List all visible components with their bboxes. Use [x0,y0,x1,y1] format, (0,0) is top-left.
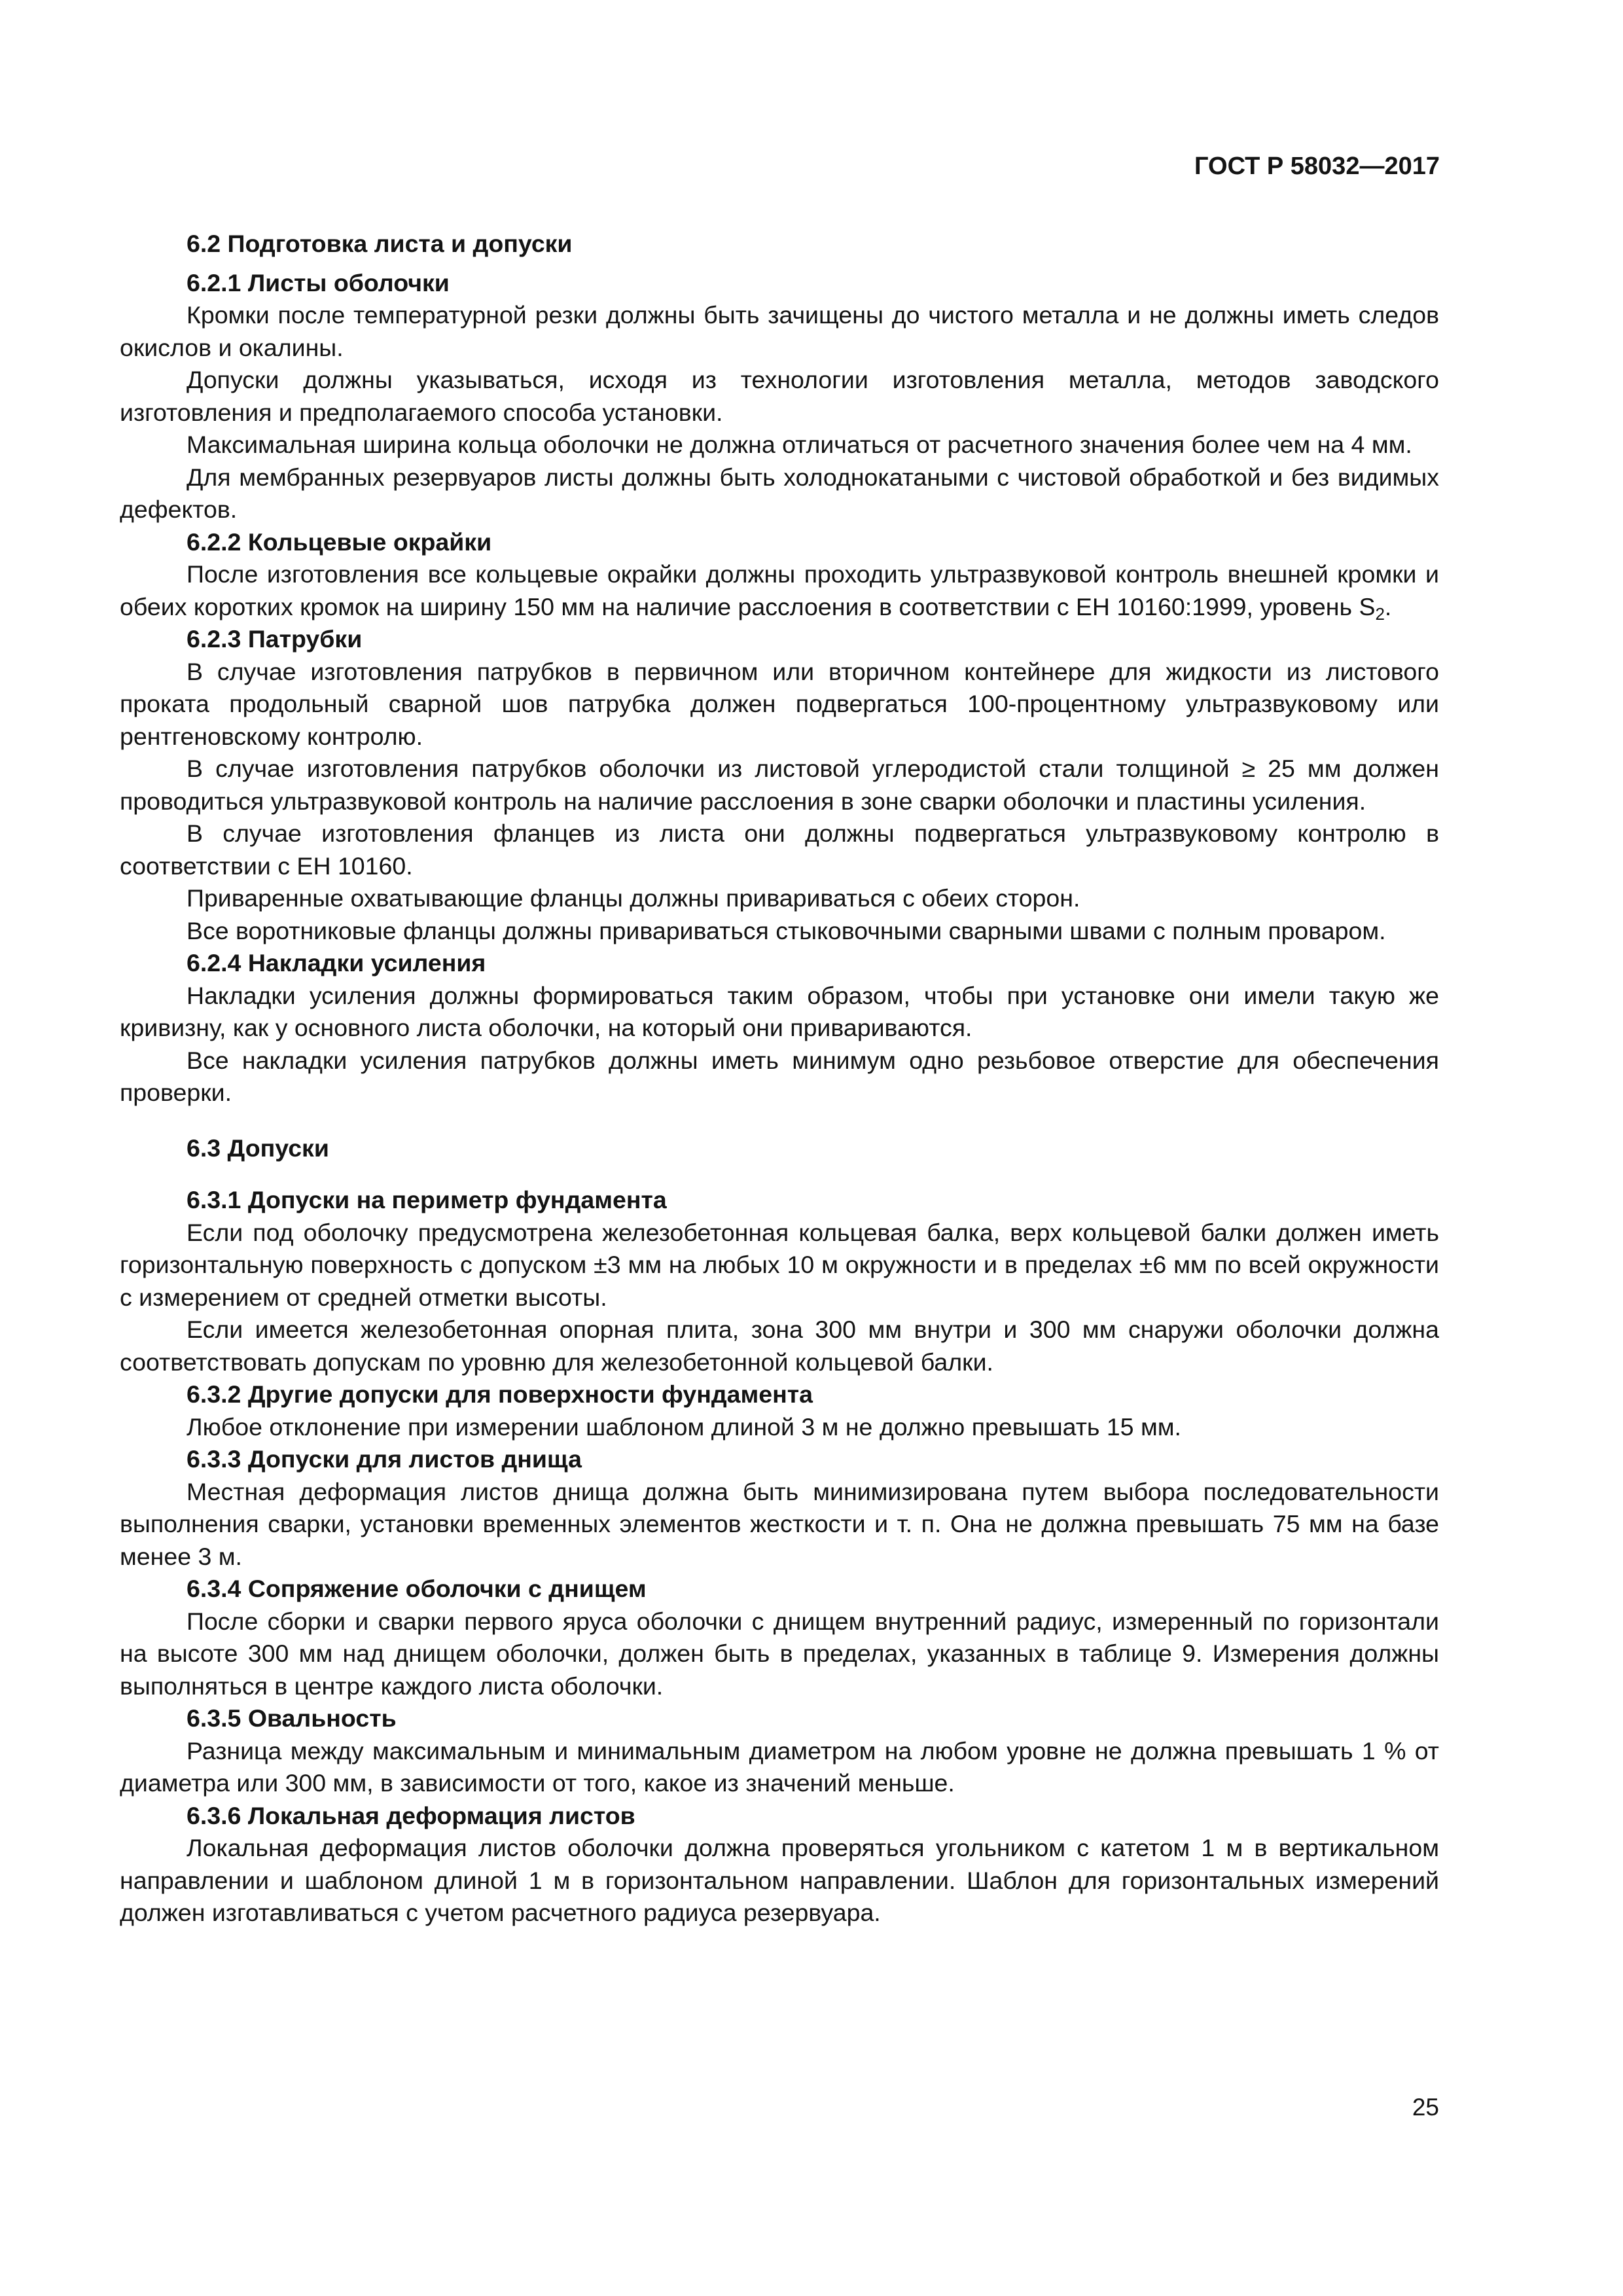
subsection-6-3-5-heading: 6.3.5 Овальность [187,1704,397,1732]
paragraph-6-2-3-4: Приваренные охватывающие фланцы должны привариваться с обеих сторон. [187,884,1080,912]
subsection-6-3-6-heading: 6.3.6 Локальная деформация листов [187,1801,635,1829]
paragraph-6-3-3-1: Местная деформация листов днища должна быть минимизирована путем выбора последовательности выполнения сварки, установки временных элементов жесткости и т. п. Она не должна превышать 75 мм на базе менее 3 м. [120,1477,1439,1570]
paragraph-6-3-1-2: Если имеется железобетонная опорная плита, зона 300 мм внутри и 300 мм снаружи оболочки должна соответствовать допускам по уровню для железобетонной кольцевой балки. [120,1316,1439,1376]
paragraph-6-3-1-1: Если под оболочку предусмотрена железобетонная кольцевая балка, верх кольцевой балки должен иметь горизонтальную поверхность с допуском ±3 мм на любых 10 м окружности и в пределах ±6 мм по всей окружности с измерением от средней отметки высоты. [120,1218,1439,1311]
paragraph-6-3-2-1: Любое отклонение при измерении шаблоном длиной 3 м не должно превышать 15 мм. [187,1412,1181,1441]
subsection-6-2-3-heading: 6.2.3 Патрубки [187,625,363,653]
paragraph-6-2-1-3: Максимальная ширина кольца оболочки не должна отличаться от расчетного значения более чем на 4 мм. [187,431,1412,458]
document-code-header: ГОСТ Р 58032—2017 [1194,152,1440,180]
paragraph-6-2-3-3: В случае изготовления фланцев из листа они должны подвергаться ультразвуковому контролю в соответствии с ЕН 10160. [120,819,1439,880]
subsection-6-2-2-heading: 6.2.2 Кольцевые окрайки [187,528,492,556]
section-6-2-heading: 6.2 Подготовка листа и допуски [187,230,573,257]
level-subscript: 2 [1375,603,1385,624]
subsection-6-2-4-heading: 6.2.4 Накладки усиления [187,949,486,977]
paragraph-6-2-3-2: В случае изготовления патрубков оболочки из листовой углеродистой стали толщиной ≥ 25 мм должен проводиться ультразвуковой контроль на наличие расслоения в зоне сварки оболочки и пластины усиления. [120,755,1439,815]
paragraph-6-2-1-2: Допуски должны указываться, исходя из технологии изготовления металла, методов заводского изготовления и предполагаемого способа установки. [120,366,1439,426]
paragraph-6-2-2-1-text: После изготовления все кольцевые окрайки должны проходить ультразвуковой контроль внешней кромки и обеих коротких кромок на ширину 150 мм на наличие расслоения в соответствии с ЕН 10160:1999, уровень S [120,560,1439,620]
section-6-3-heading: 6.3 Допуски [187,1134,329,1162]
paragraph-6-3-6-1: Локальная деформация листов оболочки должна проверяться угольником с катетом 1 м в вертикальном направлении и шаблоном длиной 1 м в горизонтальном направлении. Шаблон для горизонтальных измерений должен изготавливаться с учетом расчетного радиуса резервуара. [120,1834,1439,1926]
paragraph-6-3-4-1: После сборки и сварки первого яруса оболочки с днищем внутренний радиус, измеренный по горизонтали на высоте 300 мм над днищем оболочки, должен быть в пределах, указанных в таблице 9. Измерения должны выполняться в центре каждого листа оболочки. [120,1607,1439,1700]
paragraph-6-2-4-1: Накладки усиления должны формироваться таким образом, чтобы при установке они имели такую же кривизну, как у основного листа оболочки, на который они привариваются. [120,981,1439,1041]
subsection-6-3-3-heading: 6.3.3 Допуски для листов днища [187,1445,582,1473]
subsection-6-3-2-heading: 6.3.2 Другие допуски для поверхности фундамента [187,1380,813,1408]
subsection-6-3-1-heading: 6.3.1 Допуски на периметр фундамента [187,1186,667,1213]
paragraph-6-2-3-1: В случае изготовления патрубков в первичном или вторичном контейнере для жидкости из листового проката продольный сварной шов патрубка должен подвергаться 100-процентному ультразвуковому или рентгеновскому контролю. [120,657,1439,750]
subsection-6-3-4-heading: 6.3.4 Сопряжение оболочки с днищем [187,1575,647,1602]
paragraph-6-2-1-4: Для мембранных резервуаров листы должны быть холоднокатаными с чистовой обработкой и без видимых дефектов. [120,463,1439,523]
paragraph-6-2-1-1: Кромки после температурной резки должны быть зачищены до чистого металла и не должны иметь следов окислов и окалины. [120,301,1439,361]
document-body [120,228,1439,1929]
paragraph-6-3-5-1: Разница между максимальным и минимальным диаметром на любом уровне не должна превышать 1 % от диаметра или 300 мм, в зависимости от того, какое из значений меньше. [120,1736,1439,1797]
page-number: 25 [1412,2094,1439,2121]
paragraph-6-2-4-2: Все накладки усиления патрубков должны иметь минимум одно резьбовое отверстие для обеспечения проверки. [120,1046,1439,1106]
paragraph-6-2-2-1-end: . [1384,592,1392,620]
paragraph-6-2-2-1 [120,558,1439,623]
paragraph-6-2-3-5: Все воротниковые фланцы должны привариваться стыковочными сварными швами с полным проваром. [187,916,1386,944]
subsection-6-2-1-heading: 6.2.1 Листы оболочки [187,268,450,296]
